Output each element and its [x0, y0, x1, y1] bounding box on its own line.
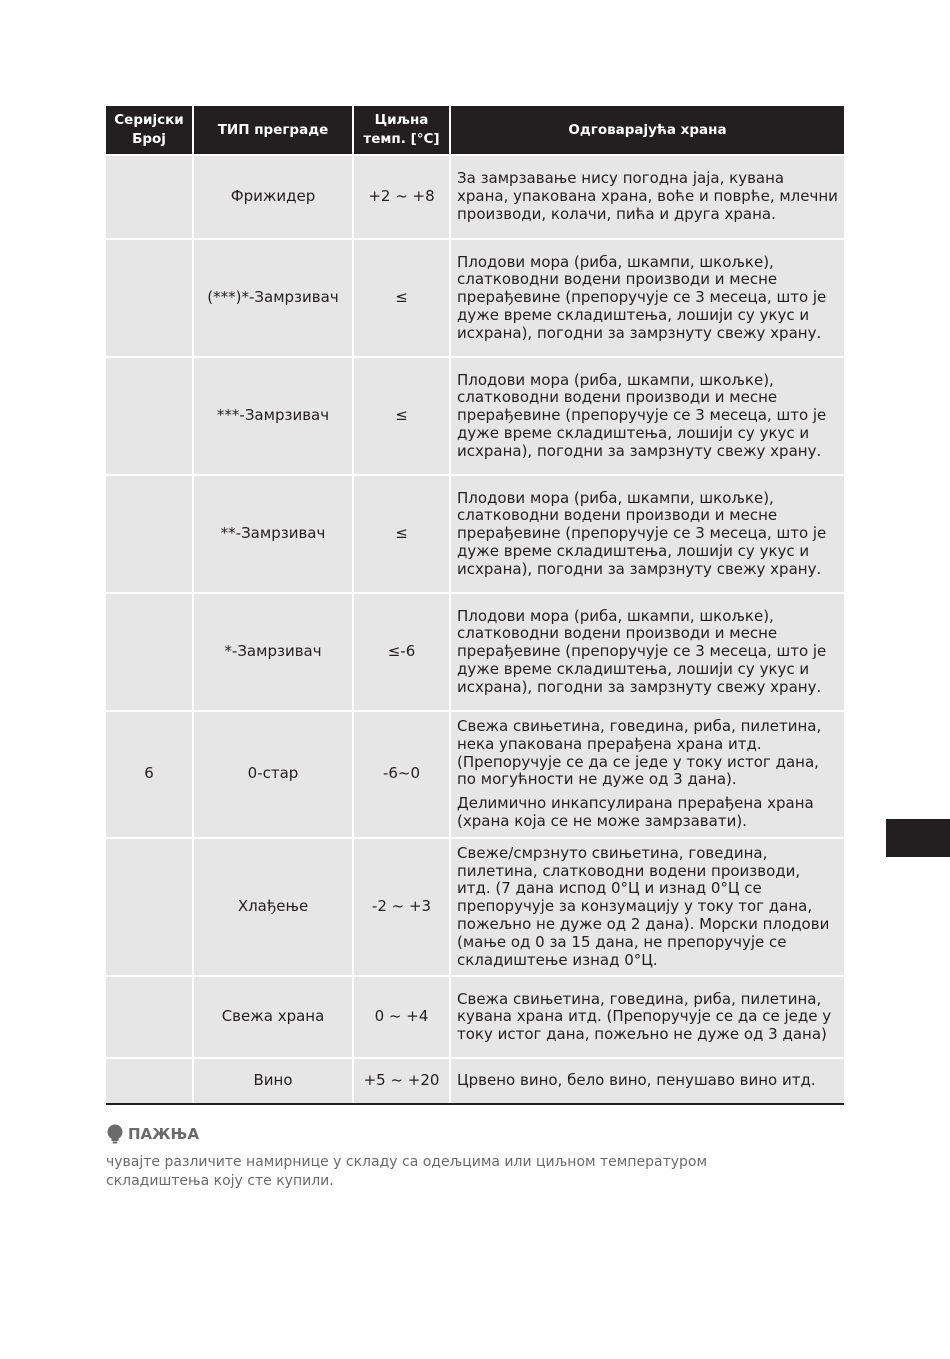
food-text: Плодови мора (риба, шкампи, шкољке), слатководни водени производи и месне прерађевине (препоручује се 3 месеца, што је дуже време складиштења, лошији су укус и исхрана), погодни за замрзнуту свежу храну. [457, 488, 827, 578]
temp-cell: 0 ~ +4 [353, 976, 450, 1058]
table-row [106, 976, 844, 1058]
header-type: ТИП преграде [193, 106, 353, 155]
temp-cell: -2 ~ +3 [353, 838, 450, 977]
serial-cell [106, 357, 193, 475]
type-cell: Хлађење [193, 838, 353, 977]
header-serial: Серијски Број [106, 106, 193, 155]
food-text: Плодови мора (риба, шкампи, шкољке), слатководни водени производи и месне прерађевине (препоручује се 3 месеца, што је дуже време складиштења, лошији су укус и исхрана), погодни за замрзнуту свежу храну. [457, 252, 827, 342]
type-cell: Вино [193, 1058, 353, 1104]
type-cell: **-Замрзивач [193, 475, 353, 593]
table-row [106, 239, 844, 357]
type-cell: Фрижидер [193, 155, 353, 239]
temp-cell: ≤-6 [353, 593, 450, 711]
food-text: Црвено вино, бело вино, пенушаво вино итд. [457, 1071, 816, 1090]
table-row [106, 838, 844, 977]
type-cell: Свежа храна [193, 976, 353, 1058]
food-text: Свежа свињетина, говедина, риба, пилетина, нека упакована прерађена храна итд. (Препоручује се да се једе у току истог дана, по могућности не дуже од 3 дана). [457, 717, 822, 789]
header-food: Одговарајућа храна [450, 106, 844, 155]
food-cell [450, 155, 844, 239]
food-cell [450, 838, 844, 977]
serial-cell [106, 1058, 193, 1104]
section-tab-marker [886, 819, 950, 857]
food-cell [450, 711, 844, 838]
food-cell [450, 593, 844, 711]
type-cell: 0-стар [193, 711, 353, 838]
food-cell [450, 239, 844, 357]
serial-cell [106, 475, 193, 593]
serial-cell [106, 976, 193, 1058]
serial-cell [106, 155, 193, 239]
note-text: чувајте различите намирнице у складу са одељцима или циљном температуром складиштења коју сте купили. [106, 1154, 708, 1189]
temp-cell: ≤ [353, 357, 450, 475]
table-row [106, 593, 844, 711]
serial-cell [106, 593, 193, 711]
serial-cell [106, 239, 193, 357]
food-text: За замрзавање нису погодна јаја, кувана храна, упакована храна, воће и поврће, млечни производи, колачи, пића и друга храна. [457, 169, 838, 223]
temp-cell: ≤ [353, 475, 450, 593]
temp-cell: -6~0 [353, 711, 450, 838]
table-row [106, 1058, 844, 1104]
compartment-table [106, 106, 844, 1105]
food-text: Свежа свињетина, говедина, риба, пилетина, кувана храна итд. (Препоручује се да се једе у току истог дана, пожељно не дуже од 3 дана) [457, 989, 832, 1044]
food-cell [450, 976, 844, 1058]
header-temp: Циљна темп. [°C] [353, 106, 450, 155]
type-cell: ***-Замрзивач [193, 357, 353, 475]
food-text: Плодови мора (риба, шкампи, шкољке), слатководни водени производи и месне прерађевине (препоручује се 3 месеца, што је дуже време складиштења, лошији су укус и исхрана), погодни за замрзнуту свежу храну. [457, 606, 827, 696]
food-cell [450, 357, 844, 475]
type-cell: (***)*-Замрзивач [193, 239, 353, 357]
table-row [106, 357, 844, 475]
table-header-row [106, 106, 844, 155]
type-cell: *-Замрзивач [193, 593, 353, 711]
food-text: Делимично инкапсулирана прерађена храна (храна која се не може замрзавати). [457, 794, 814, 830]
table-row [106, 475, 844, 593]
temp-cell: ≤ [353, 239, 450, 357]
food-text: Плодови мора (риба, шкампи, шкољке), слатководни водени производи и месне прерађевине (препоручује се 3 месеца, што је дуже време складиштења, лошији су укус и исхрана), погодни за замрзнуту свежу храну. [457, 370, 827, 460]
table-row [106, 155, 844, 239]
serial-cell [106, 838, 193, 977]
table-row [106, 711, 844, 838]
food-text: Свеже/смрзнуто свињетина, говедина, пилетина, слатководни водени производи, итд. (7 дана испод 0°Ц и изнад 0°Ц се препоручује за конзумацију у току тог дана, пожељно не дуже од 2 дана). Морски плодови (мање од 0 за 15 дана, не препоручује се складиштење изнад 0°Ц. [457, 843, 830, 969]
lightbulb-icon [106, 1124, 124, 1144]
temp-cell: +2 ~ +8 [353, 155, 450, 239]
note-heading [106, 1124, 199, 1144]
food-cell [450, 475, 844, 593]
food-cell [450, 1058, 844, 1104]
serial-cell: 6 [106, 711, 193, 838]
temp-cell: +5 ~ +20 [353, 1058, 450, 1104]
note-title: ПАЖЊА [128, 1125, 200, 1143]
